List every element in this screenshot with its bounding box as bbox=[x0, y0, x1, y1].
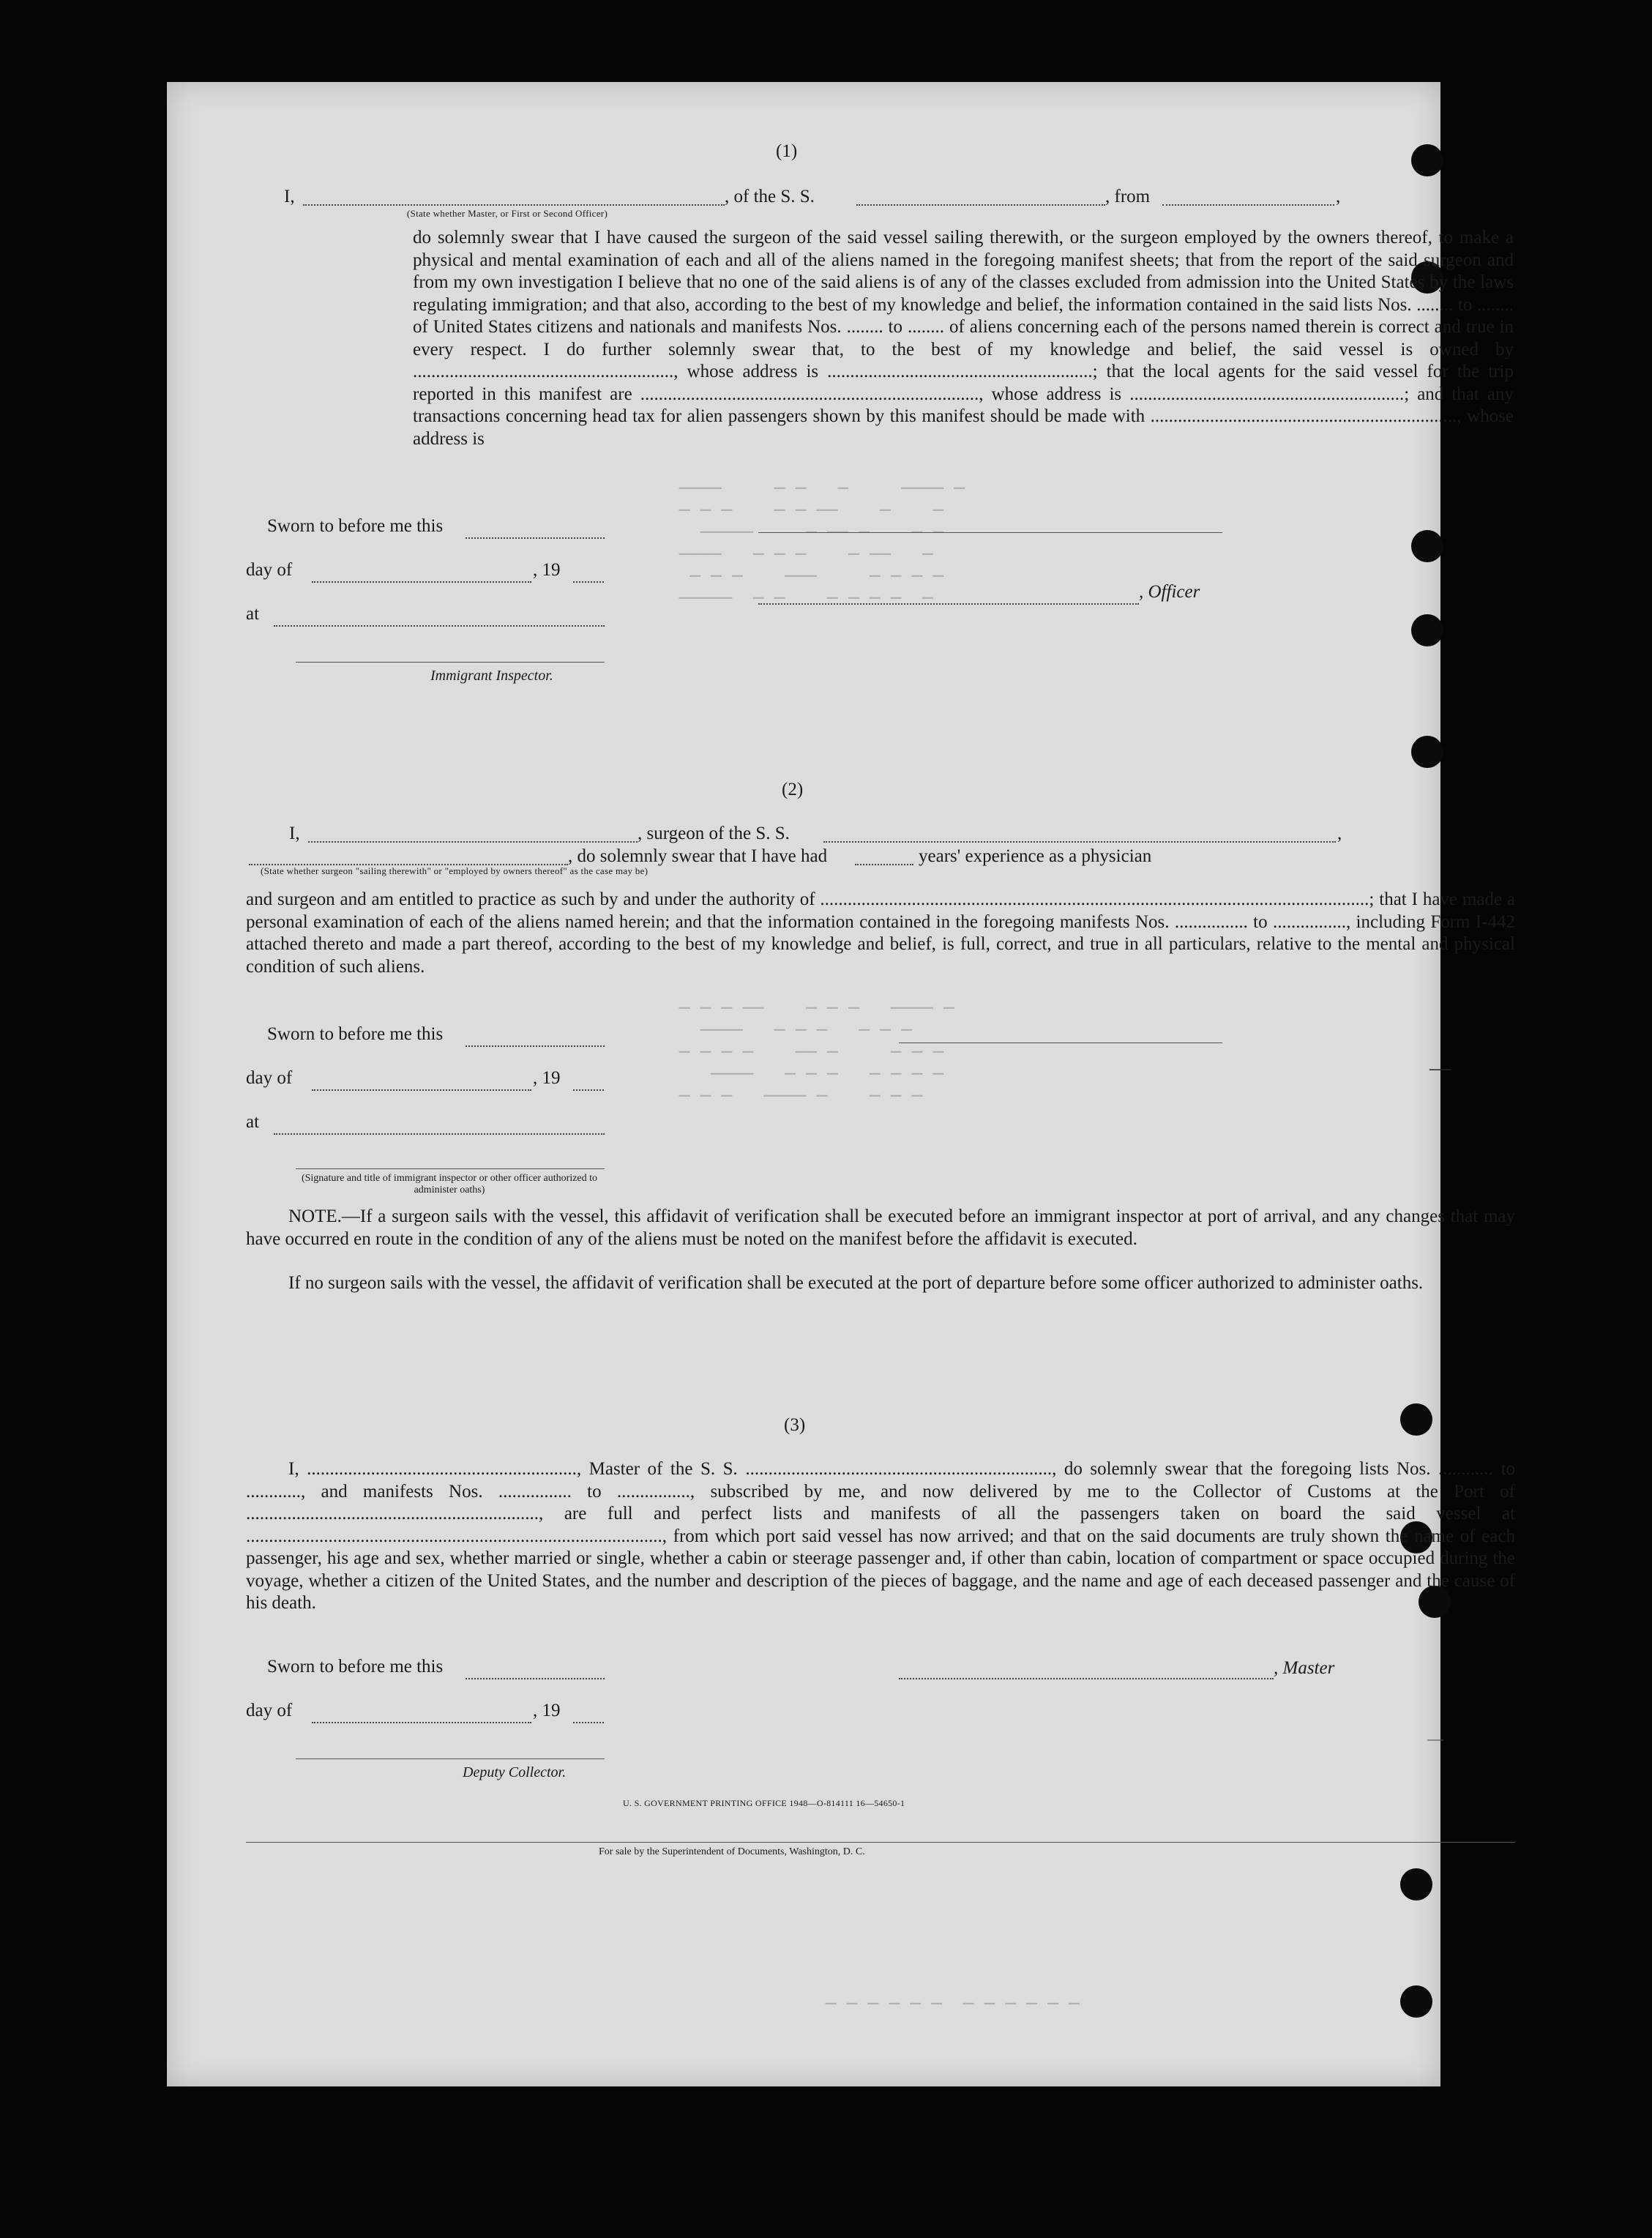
printing-office-imprint: U. S. GOVERNMENT PRINTING OFFICE 1948—O-814111 16—54650-1 bbox=[623, 1798, 905, 1808]
deputy-collector-label: Deputy Collector. bbox=[463, 1764, 567, 1780]
of-the-ss-label: , of the S. S. bbox=[725, 187, 815, 206]
day-of-label-3: day of bbox=[246, 1701, 293, 1720]
master-label: , Master bbox=[1274, 1658, 1335, 1678]
day-of-field-2 bbox=[312, 1073, 531, 1091]
sworn-label-2: Sworn to before me this bbox=[267, 1024, 444, 1044]
deputy-collector-signature-line bbox=[296, 1758, 605, 1759]
surgeon-vessel-field bbox=[823, 825, 1336, 843]
footer-rule bbox=[246, 1842, 1515, 1843]
bleed-through-texture: ─ ─ ─ ── ─ ─ ─ ──── ─ ──── ─ ─ ─ ─ ─ ─ ─ ─ ─ ─ ── ─ ─ ─ ─ ──── ─ ─ ─ ─ ─ ─ ─ ─ ─ ─ ──── ─ ─ ─ ─ bbox=[679, 998, 954, 1106]
stray-mark: — bbox=[1429, 1056, 1451, 1080]
section-1-number: (1) bbox=[776, 141, 798, 161]
immigrant-inspector-label: Immigrant Inspector. bbox=[430, 668, 553, 684]
day-of-field-3 bbox=[312, 1706, 531, 1723]
surgeon-of-ss-label: , surgeon of the S. S. bbox=[638, 824, 790, 843]
surgeon-name-field bbox=[308, 825, 638, 843]
surgeon-status-field bbox=[249, 848, 568, 865]
officer-signature-line bbox=[758, 532, 1222, 533]
authorized-officer-signature-line bbox=[296, 1168, 605, 1169]
section-2-oath-text: and surgeon and am entitled to practice as such by and under the authority of ........................................................................................................................; that I have made a personal examination of each of the aliens named herein; and that the information contained in the foregoing manifests Nos. ................ to ................, including Form I-442 attached thereto and made a part thereof, according to the best of my knowledge and belief, is full, correct, and true in all particulars, relative to the mental and physical condition of such aliens. bbox=[246, 889, 1515, 977]
officer-title-hint: (State whether Master, or First or Second Officer) bbox=[406, 208, 608, 219]
officer-title-field bbox=[303, 188, 725, 206]
punch-hole bbox=[1400, 1985, 1432, 2018]
vessel-name-field bbox=[856, 188, 1105, 206]
officer-name-field bbox=[758, 587, 1139, 605]
note-no-surgeon: If no surgeon sails with the vessel, the affidavit of verification shall be executed at the port of departure before some officer authorized to administer oaths. bbox=[288, 1273, 1424, 1293]
line-end-comma: , bbox=[1337, 824, 1342, 843]
from-label: , from bbox=[1105, 187, 1151, 206]
line-end-comma: , bbox=[1336, 187, 1341, 206]
year-field-2 bbox=[573, 1073, 604, 1091]
sworn-date-field-2 bbox=[466, 1029, 605, 1047]
year-label-3: , 19 bbox=[533, 1701, 561, 1720]
stray-mark: — bbox=[1427, 1729, 1443, 1747]
punch-hole bbox=[1411, 614, 1443, 646]
officer-label: , Officer bbox=[1139, 582, 1200, 602]
inspector-signature-line bbox=[296, 662, 605, 663]
years-experience-label: years' experience as a physician bbox=[919, 846, 1152, 866]
section-3-oath-text: I, ..........................................................., Master of the S. S. ..................................................................., do solemnly swear that the foregoing lists Nos. ............ to ............, and manifests Nos. ................ to ................, subscribed by me, and now delivered by me to the Collector of Customs at the Port of ................................................................, are full and perfect lists and manifests of all the passengers taken on board the said vessel at ..........................................................................................., from which port said vessel has now arrived; and that on the said documents are truly shown the name of each passenger, his age and sex, whether married or single, whether a cabin or steerage passenger and, if other than cabin, location of compartment or space occupied during the voyage, whether a citizen of the United States, and the number and description of the pieces of baggage, and the name and age of each deceased passenger and the cause of his death. bbox=[246, 1459, 1515, 1613]
punch-hole bbox=[1411, 736, 1443, 768]
section-1-oath-text: do solemnly swear that I have caused the surgeon of the said vessel sailing therewith, or the surgeon employed by the owners thereof, to make a physical and mental examination of each and all of the aliens named in the foregoing manifest sheets; that from the report of the said surgeon and from my own investigation I believe that no one of the said aliens is of any of the classes excluded from admission into the United States by the laws regulating immigration; and that also, according to the best of my knowledge and belief, the information contained in the said lists Nos. ........ to ........ of United States citizens and nationals and manifests Nos. ........ to ........ of aliens concerning each of the persons named therein is correct and true in every respect. I do further solemnly swear that, to the best of my knowledge and belief, the said vessel is owned by ........................................................., whose address is ..........................................................; that the local agents for the said vessel for the trip reported in this manifest are .........................................................................., whose address is ............................................................; and that any transactions concerning head tax for alien passengers shown by this manifest should be made with ..................................................................., whose address is bbox=[413, 228, 1514, 449]
section-3-number: (3) bbox=[784, 1415, 806, 1435]
surgeon-signature-line bbox=[899, 1042, 1222, 1043]
year-label-2: , 19 bbox=[533, 1068, 561, 1088]
day-of-field-1 bbox=[312, 565, 531, 583]
note-surgeon-sails: NOTE.—If a surgeon sails with the vessel, this affidavit of verification shall be executed before an immigrant inspector at port of arrival, and any changes that may have occurred en route in the condition of any of the aliens must be noted on the manifest before the affidavit is executed. bbox=[246, 1206, 1515, 1249]
day-of-label-1: day of bbox=[246, 560, 293, 580]
section-2-number: (2) bbox=[782, 780, 804, 799]
punch-hole bbox=[1411, 530, 1443, 562]
authorized-officer-hint: (Signature and title of immigrant inspector or other officer authorized to administer oaths) bbox=[301, 1173, 598, 1196]
at-place-field-2 bbox=[274, 1117, 605, 1135]
manifest-verification-page bbox=[167, 82, 1515, 2086]
for-sale-imprint: For sale by the Superintendent of Documents, Washington, D. C. bbox=[599, 1846, 865, 1857]
at-place-field-1 bbox=[274, 609, 605, 627]
year-field-1 bbox=[573, 565, 604, 583]
solemnly-swear-label: , do solemnly swear that I have had bbox=[568, 846, 828, 866]
year-field-3 bbox=[573, 1706, 604, 1723]
master-signature-field bbox=[899, 1662, 1274, 1679]
pronoun-i: I, bbox=[284, 187, 295, 206]
day-of-label-2: day of bbox=[246, 1068, 293, 1088]
year-label-1: , 19 bbox=[533, 560, 561, 580]
departure-port-field bbox=[1162, 188, 1334, 206]
bleed-through-texture: ──── ─ ─ ─ ──── ─ ─ ─ ─ ─ ─ ── ─ ─ ───── ─ ── ─ ─ ─ ──── ─ ─ ─ ─ ── ─ ─ ─ ─ ─── ─ ─ ─ ─ ───── ─ ─ ─ ─ ─ ─ ─ bbox=[679, 478, 965, 608]
years-experience-field bbox=[855, 848, 913, 865]
sworn-label-3: Sworn to before me this bbox=[267, 1657, 444, 1676]
at-label-1: at bbox=[246, 604, 260, 624]
bleed-through-texture: ─ ─ ─ ─ ─ ─ ─ ─ ─ ─ ─ ─ bbox=[826, 1993, 1080, 2014]
punch-hole bbox=[1400, 1403, 1432, 1436]
pronoun-i: I, bbox=[289, 824, 300, 843]
surgeon-status-hint: (State whether surgeon "sailing therewith" or "employed by owners thereof" as the case may be) bbox=[261, 865, 649, 876]
punch-hole bbox=[1400, 1868, 1432, 1901]
sworn-date-field-3 bbox=[466, 1662, 605, 1679]
punch-hole bbox=[1411, 144, 1443, 176]
sworn-label-1: Sworn to before me this bbox=[267, 516, 444, 536]
sworn-date-field-1 bbox=[466, 521, 605, 539]
at-label-2: at bbox=[246, 1112, 260, 1132]
